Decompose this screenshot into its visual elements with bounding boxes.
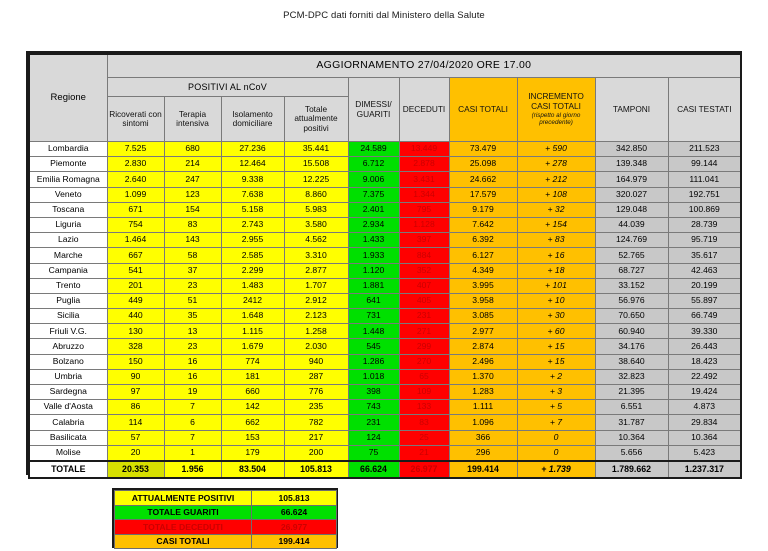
cell-dimessi: 1.018: [348, 369, 399, 384]
cell-incremento: + 15: [517, 339, 595, 354]
cell-terapia: 37: [164, 263, 221, 278]
table-head: [29, 54, 741, 142]
cell-ricoverati: 1.464: [107, 233, 164, 248]
cell-total-casi-testati: 1.237.317: [668, 461, 741, 478]
cell-terapia: 13: [164, 324, 221, 339]
cell-totale-attuali: 5.983: [284, 202, 348, 217]
cell-total-incremento: + 1.739: [517, 461, 595, 478]
cell-deceduti: 407: [399, 278, 449, 293]
cell-totale-attuali: 782: [284, 415, 348, 430]
cell-ricoverati: 328: [107, 339, 164, 354]
cell-total-ricoverati: 20.353: [107, 461, 164, 478]
cell-dimessi: 7.375: [348, 187, 399, 202]
cell-casi-testati: 5.423: [668, 445, 741, 461]
cell-tamponi: 33.152: [595, 278, 668, 293]
cell-deceduti: 1.128: [399, 217, 449, 232]
cell-terapia: 680: [164, 142, 221, 157]
cell-casi-totali: 1.111: [449, 400, 517, 415]
cell-terapia: 23: [164, 339, 221, 354]
cell-ricoverati: 2.640: [107, 172, 164, 187]
cell-casi-testati: 4.873: [668, 400, 741, 415]
cell-isolamento: 1.115: [221, 324, 284, 339]
cell-casi-testati: 29.834: [668, 415, 741, 430]
cell-casi-totali: 1.370: [449, 369, 517, 384]
cell-casi-testati: 100.869: [668, 202, 741, 217]
summary-label: CASI TOTALI: [115, 534, 252, 549]
cell-casi-totali: 3.995: [449, 278, 517, 293]
cell-casi-testati: 22.492: [668, 369, 741, 384]
cell-deceduti: 13.449: [399, 142, 449, 157]
cell-incremento: + 30: [517, 309, 595, 324]
cell-regione: Sardegna: [29, 385, 107, 400]
cell-ricoverati: 114: [107, 415, 164, 430]
cell-casi-testati: 111.041: [668, 172, 741, 187]
cell-casi-testati: 18.423: [668, 354, 741, 369]
cell-tamponi: 342.850: [595, 142, 668, 157]
cell-deceduti: 795: [399, 202, 449, 217]
cell-casi-totali: 2.977: [449, 324, 517, 339]
cell-regione: Sicilia: [29, 309, 107, 324]
cell-deceduti: 109: [399, 385, 449, 400]
cell-isolamento: 5.158: [221, 202, 284, 217]
cell-tamponi: 21.395: [595, 385, 668, 400]
cell-isolamento: 2.585: [221, 248, 284, 263]
cell-casi-testati: 35.617: [668, 248, 741, 263]
cell-isolamento: 1.483: [221, 278, 284, 293]
cell-casi-testati: 66.749: [668, 309, 741, 324]
cell-regione: Campania: [29, 263, 107, 278]
summary-label: ATTUALMENTE POSITIVI: [115, 491, 252, 506]
cell-ricoverati: 541: [107, 263, 164, 278]
cell-ricoverati: 1.099: [107, 187, 164, 202]
cell-incremento: + 7: [517, 415, 595, 430]
cell-isolamento: 2412: [221, 293, 284, 308]
cell-incremento: 0: [517, 445, 595, 461]
cell-total-deceduti: 26.977: [399, 461, 449, 478]
cell-deceduti: 231: [399, 309, 449, 324]
cell-casi-testati: 20.199: [668, 278, 741, 293]
cell-isolamento: 2.299: [221, 263, 284, 278]
cell-regione: Toscana: [29, 202, 107, 217]
cell-isolamento: 27.236: [221, 142, 284, 157]
cell-casi-totali: 25.098: [449, 157, 517, 172]
cell-incremento: + 278: [517, 157, 595, 172]
covid-region-table: [28, 53, 742, 479]
cell-deceduti: 1.344: [399, 187, 449, 202]
summary-table: [114, 490, 337, 549]
cell-regione: Lazio: [29, 233, 107, 248]
table-row: [29, 354, 741, 369]
summary-label: TOTALE DECEDUTI: [115, 520, 252, 535]
table-row: [29, 278, 741, 293]
cell-total-terapia: 1.956: [164, 461, 221, 478]
table-row: [29, 339, 741, 354]
table-row: [29, 324, 741, 339]
cell-dimessi: 9.006: [348, 172, 399, 187]
cell-total-casi-totali: 199.414: [449, 461, 517, 478]
table-row: [29, 369, 741, 384]
table-total-row: [29, 461, 741, 478]
cell-isolamento: 9.338: [221, 172, 284, 187]
cell-tamponi: 44.039: [595, 217, 668, 232]
cell-ricoverati: 90: [107, 369, 164, 384]
cell-totale-attuali: 1.707: [284, 278, 348, 293]
cell-tamponi: 31.787: [595, 415, 668, 430]
cell-casi-totali: 24.662: [449, 172, 517, 187]
cell-regione: Bolzano: [29, 354, 107, 369]
cell-isolamento: 662: [221, 415, 284, 430]
table-row: [29, 202, 741, 217]
cell-incremento: + 2: [517, 369, 595, 384]
cell-deceduti: 2.878: [399, 157, 449, 172]
cell-dimessi: 2.401: [348, 202, 399, 217]
cell-incremento: + 16: [517, 248, 595, 263]
table-row: [29, 415, 741, 430]
table-row: [29, 142, 741, 157]
header-deceduti: DECEDUTI: [399, 78, 449, 142]
cell-ricoverati: 130: [107, 324, 164, 339]
cell-dimessi: 398: [348, 385, 399, 400]
cell-isolamento: 1.648: [221, 309, 284, 324]
cell-terapia: 23: [164, 278, 221, 293]
cell-dimessi: 1.433: [348, 233, 399, 248]
cell-incremento: + 108: [517, 187, 595, 202]
cell-casi-totali: 7.642: [449, 217, 517, 232]
cell-isolamento: 2.955: [221, 233, 284, 248]
cell-total-totale-attuali: 105.813: [284, 461, 348, 478]
cell-regione: Veneto: [29, 187, 107, 202]
summary-value: 105.813: [252, 491, 337, 506]
cell-casi-totali: 1.283: [449, 385, 517, 400]
table-row: [29, 233, 741, 248]
cell-ricoverati: 150: [107, 354, 164, 369]
cell-tamponi: 320.027: [595, 187, 668, 202]
cell-deceduti: 271: [399, 324, 449, 339]
cell-totale-attuali: 287: [284, 369, 348, 384]
cell-casi-testati: 95.719: [668, 233, 741, 248]
cell-casi-testati: 192.751: [668, 187, 741, 202]
cell-totale-attuali: 12.225: [284, 172, 348, 187]
cell-ricoverati: 754: [107, 217, 164, 232]
cell-totale-attuali: 2.877: [284, 263, 348, 278]
cell-dimessi: 1.448: [348, 324, 399, 339]
cell-regione: Friuli V.G.: [29, 324, 107, 339]
header-incremento-note: (rispetto al giorno precedente): [531, 112, 581, 127]
cell-casi-testati: 10.364: [668, 430, 741, 445]
cell-casi-totali: 6.127: [449, 248, 517, 263]
cell-incremento: + 212: [517, 172, 595, 187]
cell-tamponi: 32.823: [595, 369, 668, 384]
cell-terapia: 83: [164, 217, 221, 232]
summary-value: 66.624: [252, 505, 337, 520]
header-row-group: [29, 78, 741, 97]
cell-deceduti: 405: [399, 293, 449, 308]
cell-totale-attuali: 2.123: [284, 309, 348, 324]
cell-tamponi: 129.048: [595, 202, 668, 217]
cell-isolamento: 181: [221, 369, 284, 384]
summary-row: [115, 491, 337, 506]
cell-ricoverati: 97: [107, 385, 164, 400]
cell-ricoverati: 20: [107, 445, 164, 461]
cell-deceduti: 884: [399, 248, 449, 263]
cell-total-label: TOTALE: [29, 461, 107, 478]
cell-terapia: 1: [164, 445, 221, 461]
cell-totale-attuali: 35.441: [284, 142, 348, 157]
cell-isolamento: 12.464: [221, 157, 284, 172]
cell-casi-totali: 1.096: [449, 415, 517, 430]
cell-totale-attuali: 2.030: [284, 339, 348, 354]
cell-casi-totali: 3.958: [449, 293, 517, 308]
cell-tamponi: 38.640: [595, 354, 668, 369]
cell-terapia: 143: [164, 233, 221, 248]
cell-casi-totali: 17.579: [449, 187, 517, 202]
cell-regione: Trento: [29, 278, 107, 293]
cell-tamponi: 10.364: [595, 430, 668, 445]
cell-regione: Marche: [29, 248, 107, 263]
cell-totale-attuali: 1.258: [284, 324, 348, 339]
cell-incremento: + 590: [517, 142, 595, 157]
cell-totale-attuali: 8.860: [284, 187, 348, 202]
table-row: [29, 157, 741, 172]
cell-isolamento: 1.679: [221, 339, 284, 354]
cell-regione: Umbria: [29, 369, 107, 384]
cell-ricoverati: 671: [107, 202, 164, 217]
header-ricoverati: Ricoverati con sintomi: [107, 97, 164, 142]
cell-terapia: 58: [164, 248, 221, 263]
cell-terapia: 16: [164, 369, 221, 384]
cell-tamponi: 164.979: [595, 172, 668, 187]
cell-isolamento: 774: [221, 354, 284, 369]
cell-dimessi: 1.881: [348, 278, 399, 293]
cell-totale-attuali: 217: [284, 430, 348, 445]
table-row: [29, 263, 741, 278]
cell-regione: Piemonte: [29, 157, 107, 172]
cell-dimessi: 1.933: [348, 248, 399, 263]
cell-dimessi: 731: [348, 309, 399, 324]
cell-tamponi: 5.656: [595, 445, 668, 461]
cell-ricoverati: 449: [107, 293, 164, 308]
cell-deceduti: 133: [399, 400, 449, 415]
header-dimessi-guariti: DIMESSI/ GUARITI: [348, 78, 399, 142]
cell-tamponi: 139.348: [595, 157, 668, 172]
cell-regione: Valle d'Aosta: [29, 400, 107, 415]
cell-totale-attuali: 940: [284, 354, 348, 369]
cell-casi-totali: 3.085: [449, 309, 517, 324]
table-row: [29, 400, 741, 415]
cell-dimessi: 2.934: [348, 217, 399, 232]
cell-terapia: 35: [164, 309, 221, 324]
header-tamponi: TAMPONI: [595, 78, 668, 142]
cell-dimessi: 6.712: [348, 157, 399, 172]
cell-isolamento: 142: [221, 400, 284, 415]
cell-casi-testati: 211.523: [668, 142, 741, 157]
header-update-banner: AGGIORNAMENTO 27/04/2020 ORE 17.00: [107, 54, 741, 78]
cell-totale-attuali: 4.562: [284, 233, 348, 248]
summary-row: [115, 505, 337, 520]
header-regione: Regione: [29, 54, 107, 142]
cell-totale-attuali: 235: [284, 400, 348, 415]
table-row: [29, 385, 741, 400]
cell-regione: Calabria: [29, 415, 107, 430]
cell-deceduti: 3.431: [399, 172, 449, 187]
cell-dimessi: 1.120: [348, 263, 399, 278]
page-title: PCM-DPC dati forniti dal Ministero della Salute: [283, 10, 485, 21]
cell-terapia: 7: [164, 430, 221, 445]
cell-casi-testati: 39.330: [668, 324, 741, 339]
cell-terapia: 7: [164, 400, 221, 415]
cell-casi-testati: 42.463: [668, 263, 741, 278]
header-terapia-intensiva: Terapia intensiva: [164, 97, 221, 142]
table-body: [29, 142, 741, 478]
cell-total-dimessi: 66.624: [348, 461, 399, 478]
cell-regione: Molise: [29, 445, 107, 461]
cell-incremento: + 15: [517, 354, 595, 369]
cell-ricoverati: 57: [107, 430, 164, 445]
cell-regione: Basilicata: [29, 430, 107, 445]
cell-deceduti: 25: [399, 430, 449, 445]
cell-tamponi: 52.765: [595, 248, 668, 263]
cell-regione: Lombardia: [29, 142, 107, 157]
cell-tamponi: 124.769: [595, 233, 668, 248]
cell-incremento: + 18: [517, 263, 595, 278]
cell-terapia: 51: [164, 293, 221, 308]
cell-casi-totali: 296: [449, 445, 517, 461]
cell-dimessi: 231: [348, 415, 399, 430]
cell-terapia: 123: [164, 187, 221, 202]
table-row: [29, 187, 741, 202]
cell-isolamento: 179: [221, 445, 284, 461]
summary-value: 199.414: [252, 534, 337, 549]
cell-casi-testati: 99.144: [668, 157, 741, 172]
cell-incremento: + 3: [517, 385, 595, 400]
cell-regione: Puglia: [29, 293, 107, 308]
cell-casi-testati: 19.424: [668, 385, 741, 400]
cell-tamponi: 60.940: [595, 324, 668, 339]
cell-casi-testati: 28.739: [668, 217, 741, 232]
cell-isolamento: 153: [221, 430, 284, 445]
cell-tamponi: 56.976: [595, 293, 668, 308]
cell-incremento: + 32: [517, 202, 595, 217]
cell-terapia: 154: [164, 202, 221, 217]
cell-dimessi: 124: [348, 430, 399, 445]
summary-row: [115, 534, 337, 549]
cell-dimessi: 24.589: [348, 142, 399, 157]
header-incremento: [517, 78, 595, 142]
cell-casi-testati: 55.897: [668, 293, 741, 308]
cell-deceduti: 21: [399, 445, 449, 461]
summary-row: [115, 520, 337, 535]
cell-ricoverati: 201: [107, 278, 164, 293]
cell-casi-totali: 4.349: [449, 263, 517, 278]
cell-incremento: + 83: [517, 233, 595, 248]
cell-regione: Abruzzo: [29, 339, 107, 354]
cell-regione: Liguria: [29, 217, 107, 232]
cell-incremento: + 101: [517, 278, 595, 293]
cell-casi-totali: 2.496: [449, 354, 517, 369]
cell-incremento: + 5: [517, 400, 595, 415]
header-casi-testati: CASI TESTATI: [668, 78, 741, 142]
header-positivi-group: POSITIVI AL nCoV: [107, 78, 348, 97]
table-row: [29, 217, 741, 232]
cell-dimessi: 75: [348, 445, 399, 461]
cell-casi-totali: 73.479: [449, 142, 517, 157]
header-isolamento-domiciliare: Isolamento domiciliare: [221, 97, 284, 142]
cell-totale-attuali: 2.912: [284, 293, 348, 308]
cell-terapia: 16: [164, 354, 221, 369]
cell-casi-totali: 9.179: [449, 202, 517, 217]
cell-tamponi: 70.650: [595, 309, 668, 324]
table-row: [29, 430, 741, 445]
cell-ricoverati: 86: [107, 400, 164, 415]
cell-deceduti: 65: [399, 369, 449, 384]
cell-tamponi: 68.727: [595, 263, 668, 278]
cell-deceduti: 352: [399, 263, 449, 278]
cell-terapia: 19: [164, 385, 221, 400]
cell-incremento: + 60: [517, 324, 595, 339]
cell-ricoverati: 667: [107, 248, 164, 263]
cell-isolamento: 2.743: [221, 217, 284, 232]
cell-incremento: + 154: [517, 217, 595, 232]
cell-tamponi: 6.551: [595, 400, 668, 415]
cell-totale-attuali: 15.508: [284, 157, 348, 172]
table-row: [29, 293, 741, 308]
cell-totale-attuali: 3.580: [284, 217, 348, 232]
cell-deceduti: 397: [399, 233, 449, 248]
cell-terapia: 247: [164, 172, 221, 187]
cell-totale-attuali: 3.310: [284, 248, 348, 263]
table-row: [29, 248, 741, 263]
header-casi-totali: CASI TOTALI: [449, 78, 517, 142]
cell-isolamento: 7.638: [221, 187, 284, 202]
cell-dimessi: 545: [348, 339, 399, 354]
cell-totale-attuali: 200: [284, 445, 348, 461]
cell-ricoverati: 440: [107, 309, 164, 324]
header-incremento-label: INCREMENTO CASI TOTALI: [528, 91, 584, 111]
cell-dimessi: 641: [348, 293, 399, 308]
header-totale-attualmente-positivi: Totale attualmente positivi: [284, 97, 348, 142]
cell-deceduti: 83: [399, 415, 449, 430]
table-row: [29, 445, 741, 461]
cell-casi-totali: 366: [449, 430, 517, 445]
cell-isolamento: 660: [221, 385, 284, 400]
table-row: [29, 172, 741, 187]
cell-totale-attuali: 776: [284, 385, 348, 400]
cell-dimessi: 1.286: [348, 354, 399, 369]
summary-value: 26.977: [252, 520, 337, 535]
cell-incremento: 0: [517, 430, 595, 445]
cell-regione: Emilia Romagna: [29, 172, 107, 187]
cell-incremento: + 10: [517, 293, 595, 308]
cell-ricoverati: 7.525: [107, 142, 164, 157]
cell-dimessi: 743: [348, 400, 399, 415]
summary-label: TOTALE GUARITI: [115, 505, 252, 520]
cell-total-isolamento: 83.504: [221, 461, 284, 478]
table-row: [29, 309, 741, 324]
cell-terapia: 214: [164, 157, 221, 172]
cell-deceduti: 299: [399, 339, 449, 354]
cell-tamponi: 34.176: [595, 339, 668, 354]
cell-terapia: 6: [164, 415, 221, 430]
cell-deceduti: 270: [399, 354, 449, 369]
cell-casi-totali: 6.392: [449, 233, 517, 248]
cell-total-tamponi: 1.789.662: [595, 461, 668, 478]
cell-casi-testati: 26.443: [668, 339, 741, 354]
header-row-banner: [29, 54, 741, 78]
cell-casi-totali: 2.874: [449, 339, 517, 354]
cell-ricoverati: 2.830: [107, 157, 164, 172]
summary-body: [115, 491, 337, 549]
